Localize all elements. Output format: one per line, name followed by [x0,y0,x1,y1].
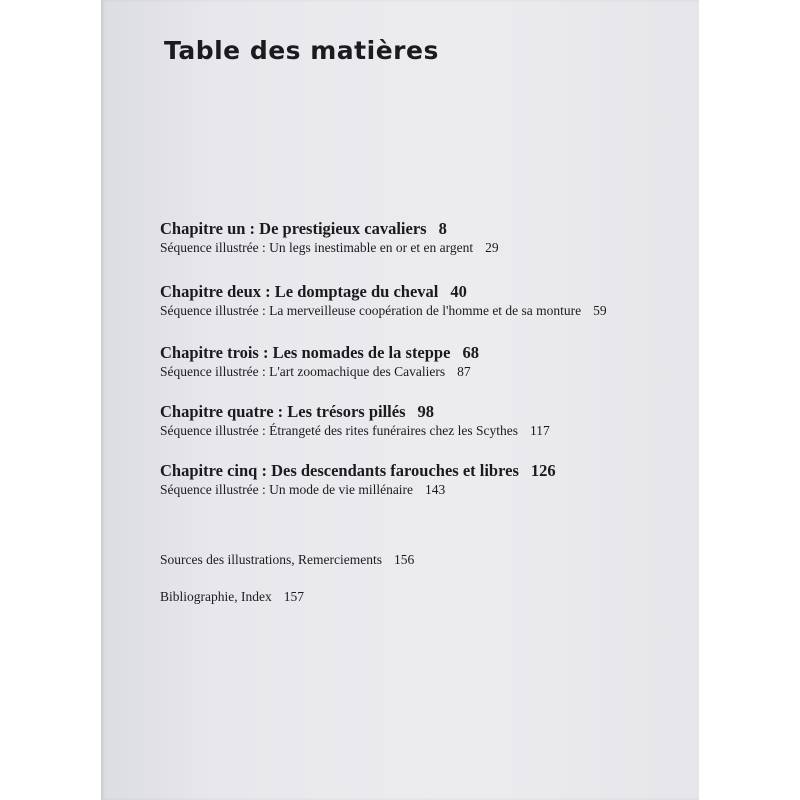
toc-chapter-2 [160,282,607,320]
chapter-heading [160,343,479,362]
chapter-page-number: 8 [438,219,447,238]
sequence-page-number: 117 [530,423,550,438]
chapter-title: Chapitre quatre : Les trésors pillés [160,402,406,421]
extra-label: Sources des illustrations, Remerciements [160,552,382,567]
sequence-label: Séquence illustrée : [160,240,266,255]
chapter-heading [160,282,607,301]
toc-extra-sources [160,551,414,569]
chapter-title: Chapitre trois : Les nomades de la steppe [160,343,451,362]
sequence-line [160,302,607,320]
sequence-label: Séquence illustrée : [160,423,266,438]
sequence-title: L'art zoomachique des Cavaliers [269,364,446,379]
extra-label: Bibliographie, Index [160,589,272,604]
sequence-line [160,422,550,440]
chapter-page-number: 126 [530,461,556,480]
sequence-line [160,239,499,257]
chapter-title: Chapitre cinq : Des descendants farouches et libres [160,461,519,480]
chapter-page-number: 40 [450,282,467,301]
toc-chapter-1 [160,219,499,257]
sequence-page-number: 87 [457,364,471,379]
sequence-line [160,481,556,499]
sequence-line [160,363,479,381]
extra-page-number: 157 [283,589,304,604]
chapter-heading [160,219,499,238]
page-title: Table des matières [164,36,439,65]
sequence-title: Un mode de vie millénaire [269,482,414,497]
chapter-page-number: 98 [417,402,434,421]
toc-chapter-4 [160,402,550,440]
chapter-title: Chapitre un : De prestigieux cavaliers [160,219,427,238]
toc-chapter-3 [160,343,479,381]
toc-extra-bibliography [160,588,304,606]
sequence-label: Séquence illustrée : [160,303,266,318]
chapter-page-number: 68 [462,343,479,362]
sequence-page-number: 59 [593,303,607,318]
extra-page-number: 156 [393,552,415,567]
book-page [101,0,699,800]
sequence-page-number: 143 [425,482,446,497]
toc-chapter-5 [160,461,556,499]
chapter-heading [160,402,550,421]
sequence-title: La merveilleuse coopération de l'homme et de sa monture [269,303,582,318]
sequence-title: Étrangeté des rites funéraires chez les Scythes [269,423,518,438]
sequence-label: Séquence illustrée : [160,482,266,497]
chapter-title: Chapitre deux : Le domptage du cheval [160,282,439,301]
sequence-page-number: 29 [485,240,499,255]
sequence-title: Un legs inestimable en or et en argent [269,240,474,255]
sequence-label: Séquence illustrée : [160,364,266,379]
chapter-heading [160,461,556,480]
